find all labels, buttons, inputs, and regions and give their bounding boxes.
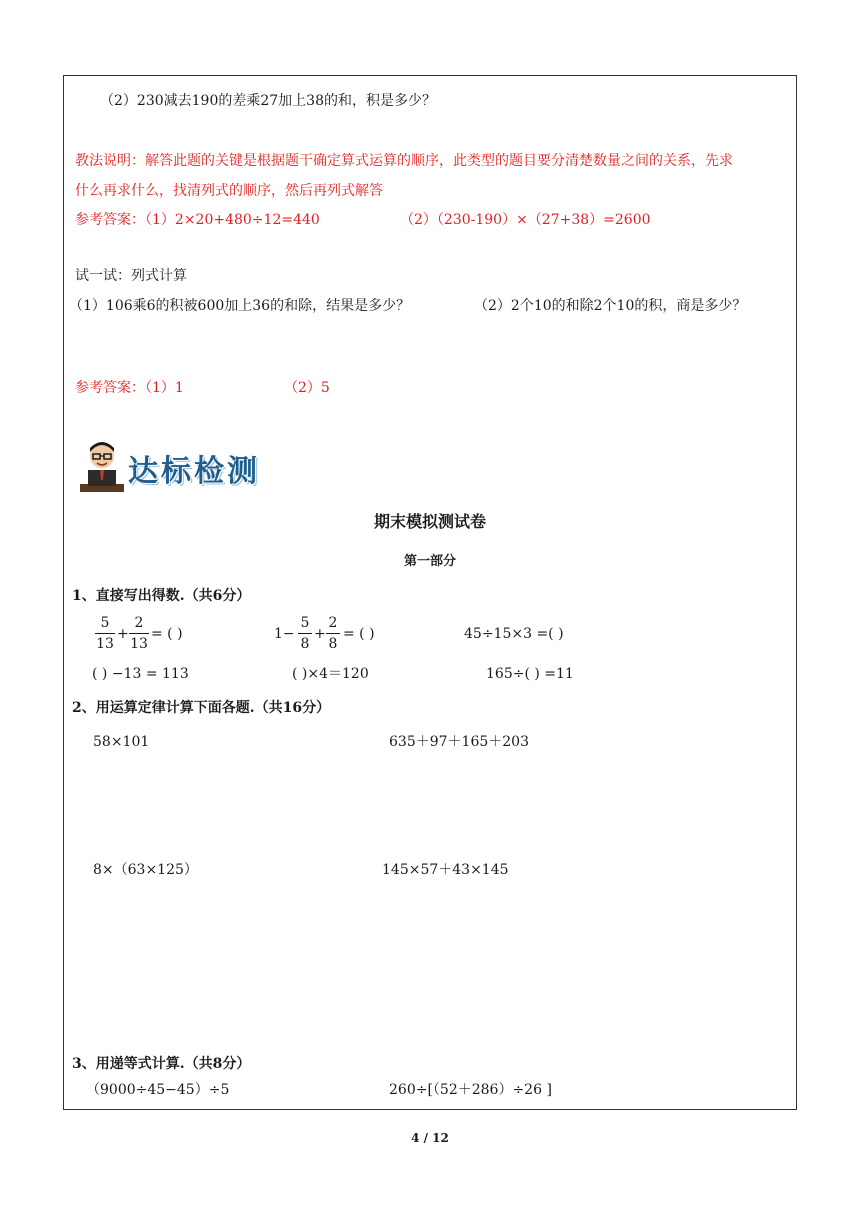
fraction-bar — [326, 633, 340, 634]
section3-item-2: 260÷[（52＋286）÷26 ] — [389, 1082, 552, 1098]
fraction-bar — [129, 633, 149, 634]
page-number: 4 / 12 — [411, 1131, 449, 1145]
fraction-numerator: 2 — [328, 615, 338, 631]
plus-sign: + — [117, 626, 129, 642]
fraction-bar — [95, 633, 115, 634]
fraction-numerator: 5 — [100, 615, 110, 631]
try-question-2: （2）2个10的和除2个10的积，商是多少？ — [474, 298, 747, 314]
section2-item-1: 58×101 — [93, 734, 150, 750]
method-note-line1: 教法说明：解答此题的关键是根据题干确定算式运算的顺序，此类型的题目要分清楚数量之间的关系，先求 — [75, 153, 733, 169]
banner-title: 达标检测 — [128, 454, 260, 489]
fraction-numerator: 2 — [134, 615, 144, 631]
one-minus: 1− — [274, 626, 295, 642]
answer-blank-5[interactable]: ( )×4＝120 — [292, 666, 369, 682]
section3-item-1: （9000÷45−45）÷5 — [86, 1082, 230, 1098]
fraction-denominator: 13 — [96, 636, 114, 652]
fraction-2-8 — [326, 614, 340, 653]
fraction-denominator: 8 — [328, 636, 338, 652]
section1-heading: 1、直接写出得数.（共6分） — [72, 588, 251, 604]
section3-heading: 3、用递等式计算.（共8分） — [72, 1056, 251, 1072]
answer-blank-3[interactable]: 45÷15×3 =( ) — [464, 626, 564, 642]
answer-blank-1[interactable]: = ( ) — [151, 626, 183, 642]
section2-item-2: 635＋97＋165＋203 — [389, 734, 529, 750]
fraction-denominator: 13 — [130, 636, 148, 652]
section-banner — [78, 436, 268, 496]
q2-prompt: （2）230减去190的差乘27加上38的和，积是多少？ — [100, 93, 436, 109]
fraction-denominator: 8 — [300, 636, 310, 652]
part-title: 第一部分 — [403, 554, 456, 569]
reference-answer-1a: 参考答案：（1）2×20+480÷12=440 — [75, 212, 320, 228]
fraction-5-8 — [298, 614, 312, 653]
answer-blank-4[interactable]: ( ) −13 = 113 — [92, 666, 189, 682]
method-note-line2: 什么再求什么，找清列式的顺序，然后再列式解答 — [75, 183, 383, 199]
answer-blank-2[interactable]: = ( ) — [343, 626, 375, 642]
section2-item-3: 8×（63×125） — [93, 862, 198, 878]
exam-title: 期末模拟测试卷 — [373, 512, 486, 531]
plus-sign: + — [314, 626, 326, 642]
reference-answer-1b: （2）（230-190）×（27+38）=2600 — [400, 212, 651, 228]
section2-item-4: 145×57＋43×145 — [382, 862, 509, 878]
try-heading: 试一试：列式计算 — [75, 268, 187, 284]
answer-blank-6[interactable]: 165÷( ) =11 — [486, 666, 574, 682]
teacher-avatar-icon — [78, 436, 126, 496]
reference-answer-2b: （2）5 — [284, 380, 330, 396]
try-question-1: （1）106乘6的积被600加上36的和除，结果是多少？ — [69, 298, 411, 314]
fraction-5-13 — [95, 614, 115, 653]
fraction-2-13 — [129, 614, 149, 653]
fraction-numerator: 5 — [300, 615, 310, 631]
reference-answer-2a: 参考答案：（1）1 — [75, 380, 184, 396]
fraction-bar — [298, 633, 312, 634]
section2-heading: 2、用运算定律计算下面各题.（共16分） — [72, 700, 331, 716]
